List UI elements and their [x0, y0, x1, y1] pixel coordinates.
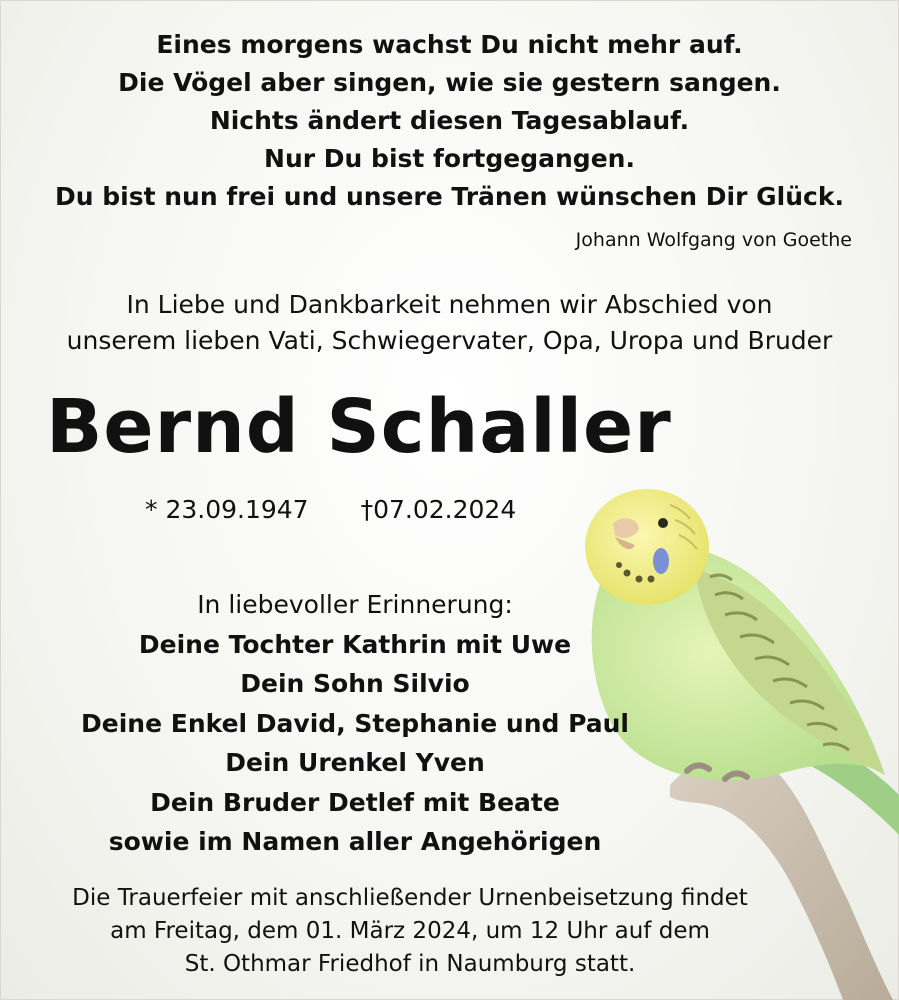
service-line: Die Trauerfeier mit anschließender Urnenbeisetzung findet [72, 885, 748, 911]
family-member: Dein Urenkel Yven [225, 748, 485, 777]
family-member: Dein Sohn Silvio [240, 669, 470, 698]
poem-line: Nichts ändert diesen Tagesablauf. [209, 106, 690, 135]
intro-text [0, 287, 899, 359]
poem [0, 26, 899, 216]
intro-line: unserem lieben Vati, Schwiegervater, Opa, Uropa und Bruder [66, 326, 833, 355]
family-member: Deine Tochter Kathrin mit Uwe [138, 629, 572, 659]
service-line: am Freitag, dem 01. März 2024, um 12 Uhr auf dem [110, 918, 710, 944]
family-member: Dein Bruder Detlef mit Beate [150, 787, 560, 817]
bird-eye [658, 518, 668, 528]
family-list [0, 585, 710, 862]
service-info [0, 882, 820, 981]
death-date: 07.02.2024 [373, 495, 517, 524]
poem-line: Du bist nun frei und unsere Tränen wünschen Dir Glück. [55, 182, 844, 211]
life-dates [145, 495, 516, 524]
family-member: Deine Enkel David, Stephanie und Paul [81, 708, 629, 738]
birth-date: * 23.09.1947 [145, 495, 309, 524]
family-opener: In liebevoller Erinnerung: [197, 590, 513, 619]
service-line: St. Othmar Friedhof in Naumburg statt. [184, 951, 636, 977]
poem-line: Die Vögel aber singen, wie sie gestern sangen. [118, 68, 781, 97]
poem-line: Nur Du bist fortgegangen. [264, 144, 635, 173]
cross-symbol: † [360, 495, 374, 524]
poem-author: Johann Wolfgang von Goethe [575, 229, 852, 251]
family-member: sowie im Namen aller Angehörigen [108, 827, 602, 856]
poem-line: Eines morgens wachst Du nicht mehr auf. [156, 30, 743, 59]
deceased-name: Bernd Schaller [46, 384, 672, 470]
intro-line: In Liebe und Dankbarkeit nehmen wir Abschied von [126, 290, 773, 319]
bird-cheek-patch [653, 548, 669, 574]
